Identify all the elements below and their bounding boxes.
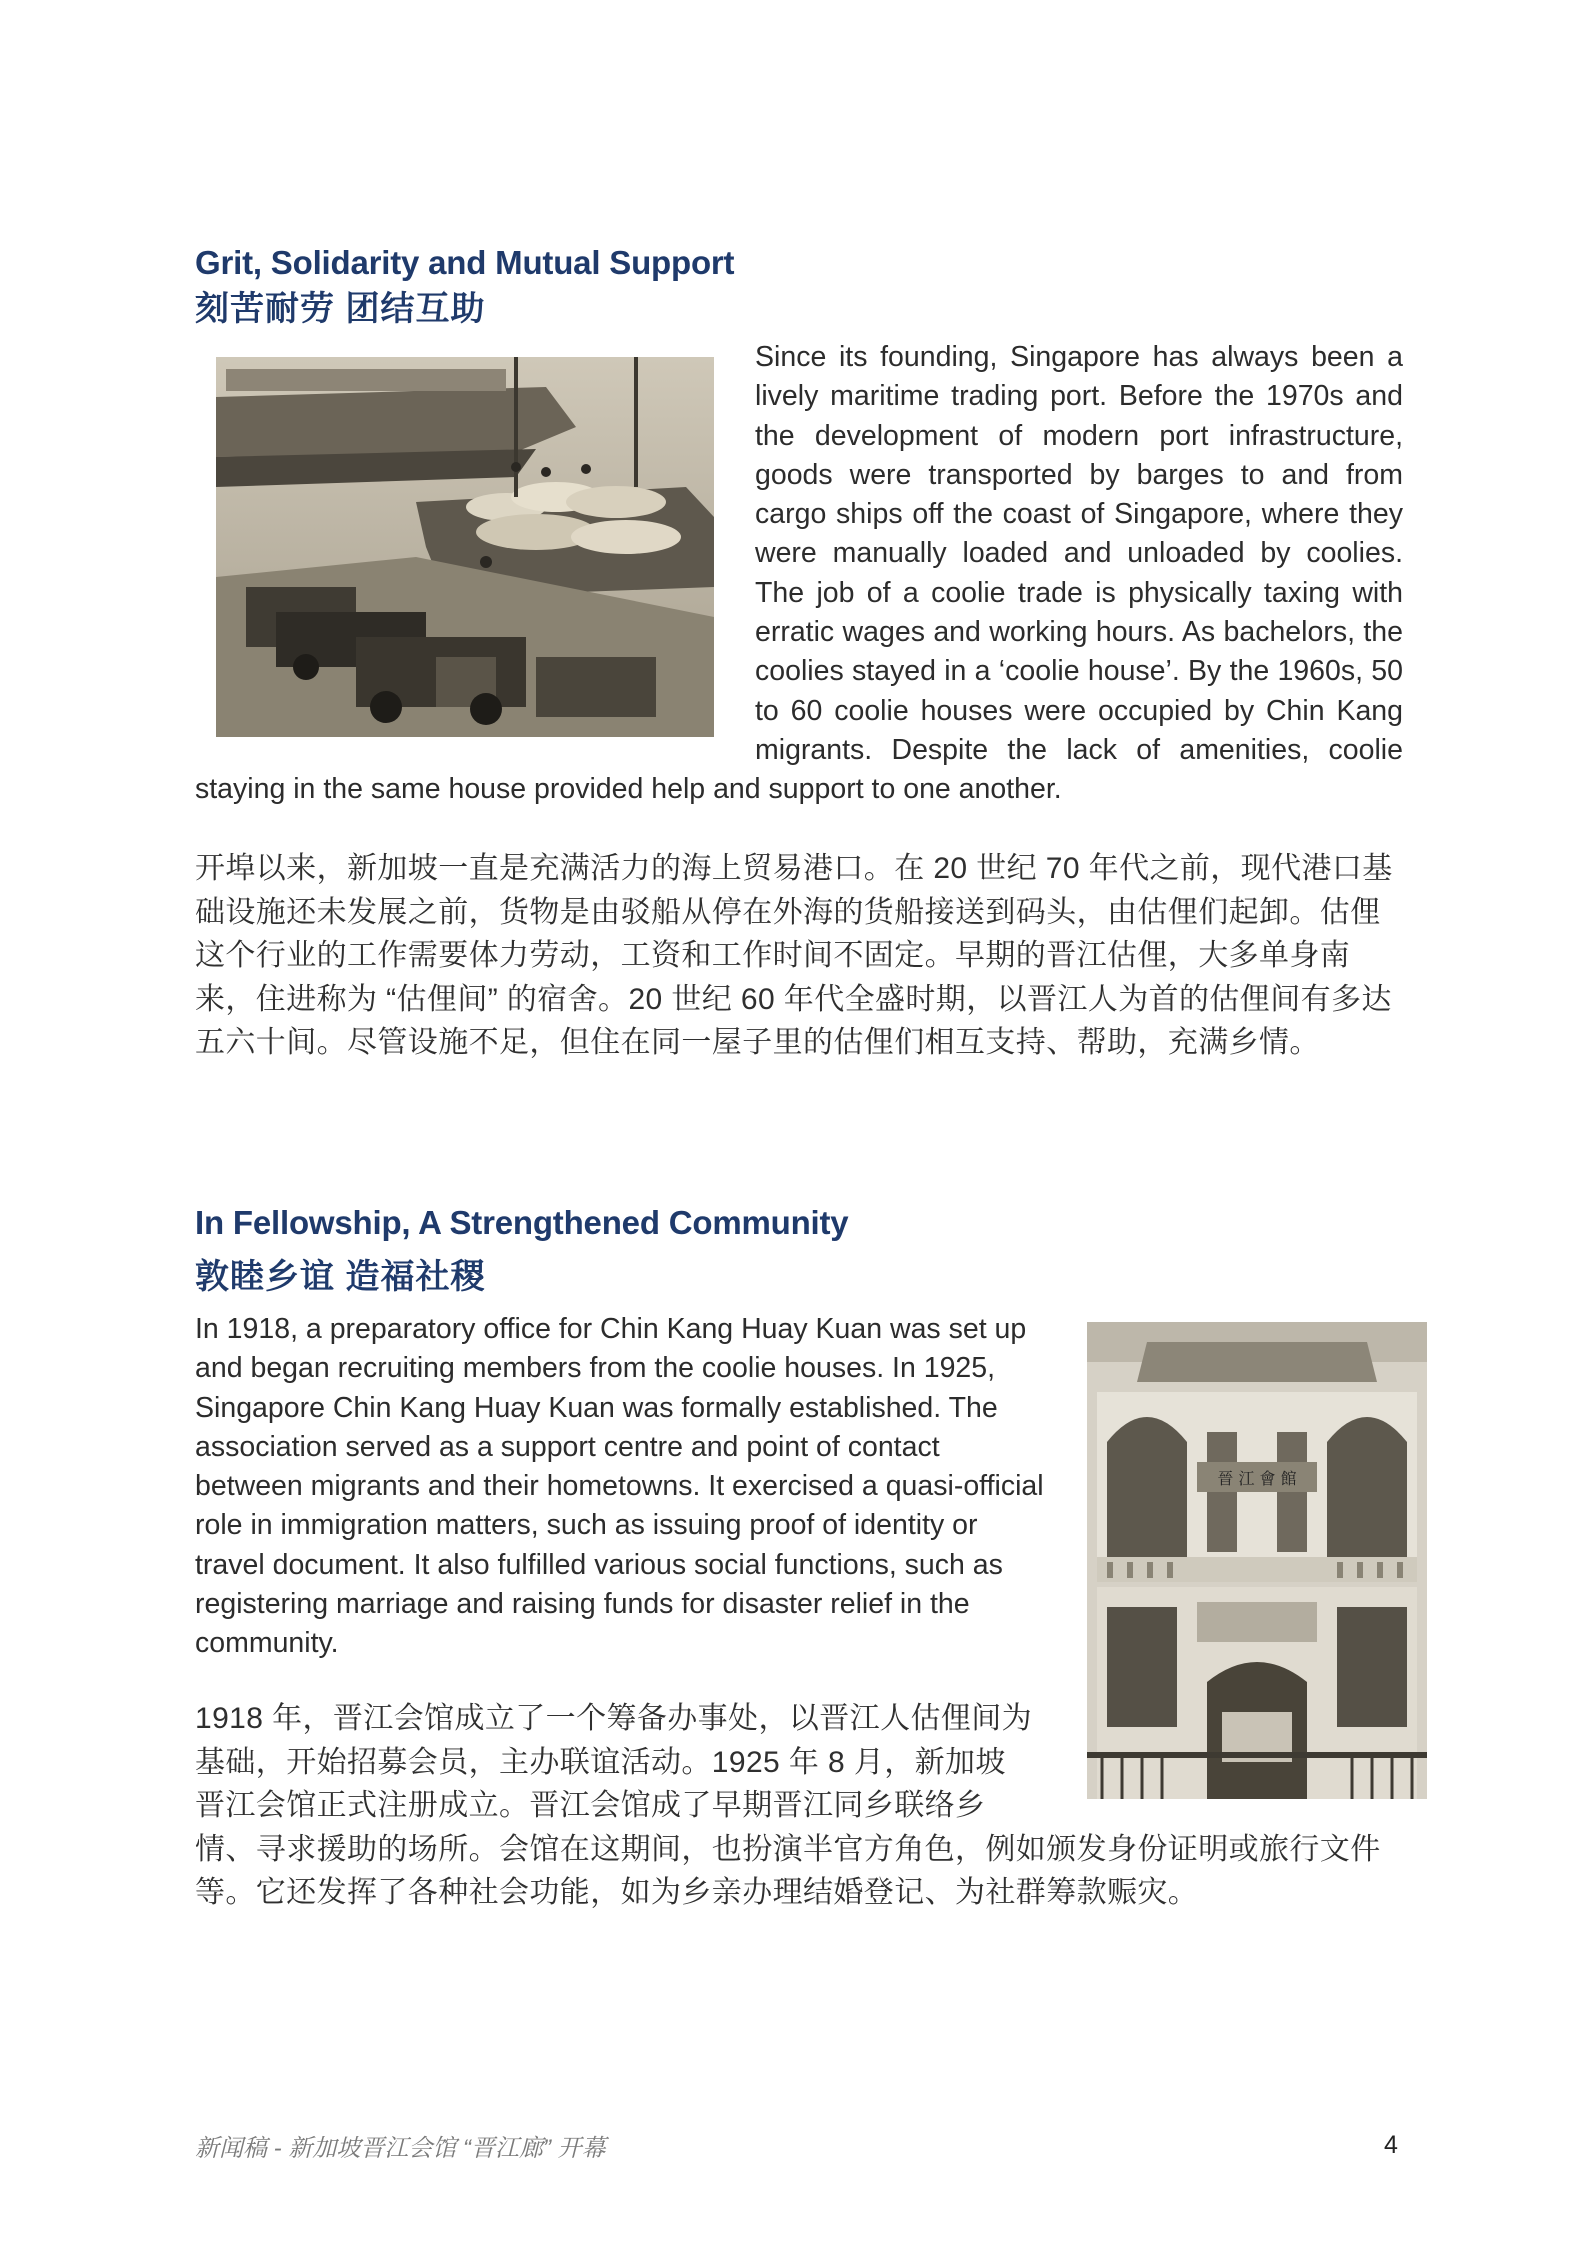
section1-title-zh: 刻苦耐劳 团结互助 bbox=[195, 290, 486, 328]
section1-body-en-wrap bbox=[195, 338, 1403, 810]
image-float-spacer bbox=[195, 338, 755, 768]
section2-body-zh: 1918 年，晋江会馆成立了一个筹备办事处，以晋江人估俚间为基础，开始招募会员，主办联谊活动。1925 年 8 月，新加坡晋江会馆正式注册成立。晋江会馆成了早期晋江同乡联络乡情、寻求援助的场所。会馆在这期间，也扮演半官方角色，例如颁发身份证明或旅行文件等。它还发挥了各种社会功能，如为乡亲办理结婚登记、为社群筹款赈灾。 bbox=[195, 1702, 1381, 1909]
section2-body-en: In 1918, a preparatory office for Chin Kang Huay Kuan was set up and began recruiting members from the coolie houses. In 1925, Singapore Chin Kang Huay Kuan was formally established. The association served as a support centre and point of contact between migrants and their hometowns. It exercised a quasi-official role in immigration matters, such as issuing proof of identity or travel document. It also fulfilled various social functions, such as registering marriage and raising funds for disaster relief in the community. bbox=[195, 1313, 1044, 1660]
section2-title-zh: 敦睦乡谊 造福社稷 bbox=[195, 1258, 486, 1296]
image-float-spacer bbox=[1035, 1697, 1415, 1827]
section1-body-zh: 开埠以来，新加坡一直是充满活力的海上贸易港口。在 20 世纪 70 年代之前，现代港口基础设施还未发展之前，货物是由驳船从停在外海的货船接送到码头，由估俚们起卸。估俚这个行业的工作需要体力劳动，工资和工作时间不固定。早期的晋江估俚，大多单身南来，住进称为 “估俚间” 的宿舍。20 世纪 60 年代全盛时期，以晋江人为首的估俚间有多达五六十间。尽管设施不足，但住在同一屋子里的估俚们相互支持、帮助，充满乡情。 bbox=[195, 852, 1393, 1059]
building-sign-text: 晉 江 會 館 bbox=[1217, 1469, 1297, 1488]
section1-body-en: Since its founding, Singapore has always been a lively maritime trading port. Before the 1970s and the development of modern port infrastructure, goods were transported by barges to and from cargo ships off the coast of Singapore, where they were manually loaded and unloaded by coolies. The job of a coolie trade is physically taxing with erratic wages and working hours. As bachelors, the coolies stayed in a ‘coolie house’. By the 1960s, 50 to 60 coolie houses were occupied by Chin Kang migrants. Despite the lack of amenities, coolie staying in the same house provided help and support to one another. bbox=[195, 341, 1403, 806]
section1-title-en: Grit, Solidarity and Mutual Support bbox=[195, 244, 735, 281]
section2-body-zh-wrap bbox=[195, 1697, 1415, 1915]
page-number: 4 bbox=[1384, 2131, 1398, 2159]
section2-title-en: In Fellowship, A Strengthened Community bbox=[195, 1204, 849, 1241]
footer-document-title: 新闻稿 - 新加坡晋江会馆 “晋江廊” 开幕 bbox=[195, 2135, 606, 2162]
